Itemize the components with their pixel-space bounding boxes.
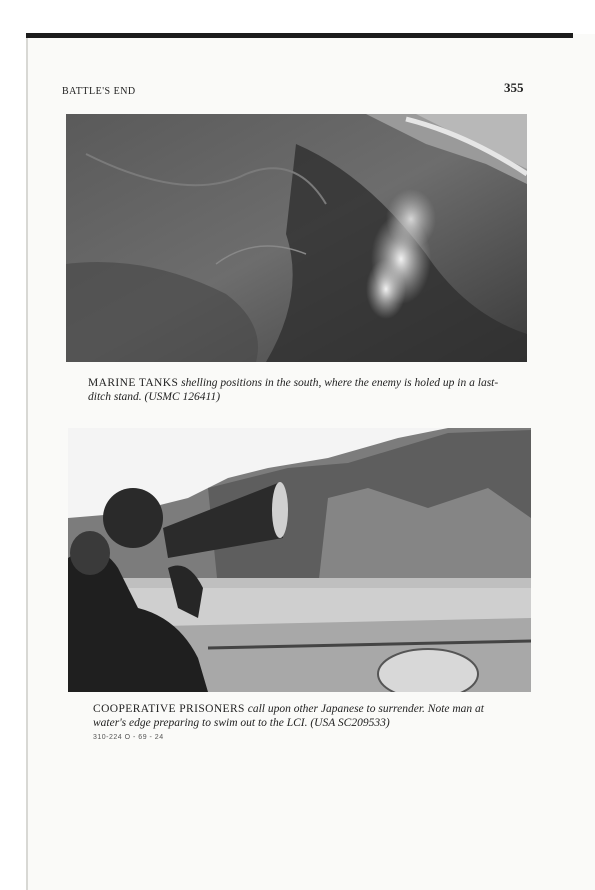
running-head: BATTLE'S END	[62, 86, 136, 97]
page-number: 355	[504, 80, 524, 95]
megaphone-photo	[68, 428, 531, 692]
aerial-photo	[66, 114, 527, 362]
figure2-caption	[93, 702, 517, 730]
figure1-caption	[88, 376, 518, 404]
figure1-caption-body: shelling positions in the south, where the enemy is holed up in a last-ditch stand. (USMC 126411)	[88, 377, 499, 403]
print-code: 310-224 O - 69 - 24	[93, 734, 164, 741]
figure2-caption-lead: COOPERATIVE PRISONERS	[93, 703, 245, 715]
top-rule	[26, 33, 573, 38]
figure1-caption-lead: MARINE TANKS	[88, 377, 179, 389]
figure2-caption-body: call upon other Japanese to surrender. Note man at water's edge preparing to swim out to the LCI. (USA SC209533)	[93, 703, 484, 729]
